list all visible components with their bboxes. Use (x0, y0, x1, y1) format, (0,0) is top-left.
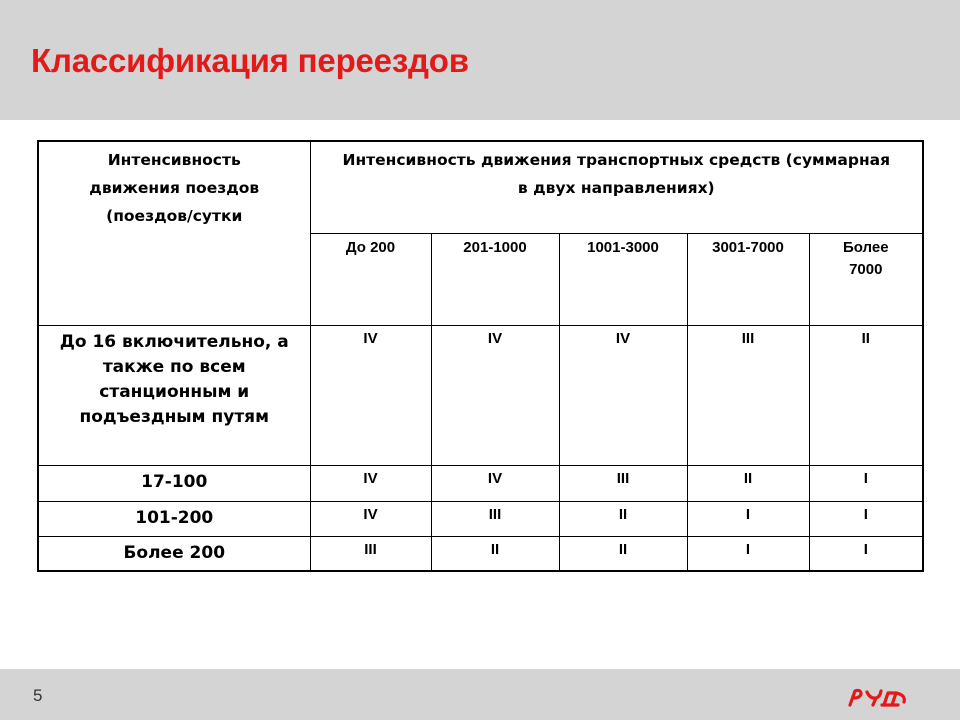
column-header: Более 7000 (809, 233, 923, 325)
table-cell: II (809, 325, 923, 465)
train-intensity-header (38, 141, 310, 325)
slide-header (0, 0, 960, 120)
table-cell: III (687, 325, 809, 465)
table-cell: III (559, 465, 687, 501)
row-label: До 16 включительно, а также по всем станционным и подъездным путям (38, 325, 310, 465)
table-row (38, 536, 923, 571)
table-row (38, 325, 923, 465)
row-label: 101-200 (38, 501, 310, 536)
table-cell: II (431, 536, 559, 571)
header-line: Интенсивность (107, 151, 241, 169)
vehicle-intensity-header: Интенсивность движения транспортных средств (суммарная в двух направлениях) (310, 141, 923, 233)
table-cell: I (687, 501, 809, 536)
table-row (38, 465, 923, 501)
table-cell: II (559, 501, 687, 536)
slide-footer (0, 669, 960, 720)
column-header: 1001-3000 (559, 233, 687, 325)
table-cell: III (431, 501, 559, 536)
page-number: 5 (33, 686, 43, 705)
slide-title: Классификация переездов (31, 42, 469, 79)
table-cell: IV (310, 325, 431, 465)
header-line: (поездов/сутки (106, 207, 243, 225)
rzd-logo-icon (846, 683, 908, 709)
row-label: Более 200 (38, 536, 310, 571)
table-cell: I (809, 465, 923, 501)
table-cell: III (310, 536, 431, 571)
table-cell: I (687, 536, 809, 571)
table-cell: I (809, 536, 923, 571)
row-label: 17-100 (38, 465, 310, 501)
table-cell: I (809, 501, 923, 536)
table-cell: IV (310, 501, 431, 536)
table-cell: IV (431, 465, 559, 501)
table-cell: II (559, 536, 687, 571)
table-cell: II (687, 465, 809, 501)
table-row (38, 501, 923, 536)
table-cell: IV (431, 325, 559, 465)
table-header-row (38, 141, 923, 233)
table-cell: IV (310, 465, 431, 501)
column-header: До 200 (310, 233, 431, 325)
header-line: движения поездов (89, 179, 260, 197)
crossing-classification-table (37, 140, 924, 572)
column-header: 3001-7000 (687, 233, 809, 325)
table-cell: IV (559, 325, 687, 465)
column-header: 201-1000 (431, 233, 559, 325)
